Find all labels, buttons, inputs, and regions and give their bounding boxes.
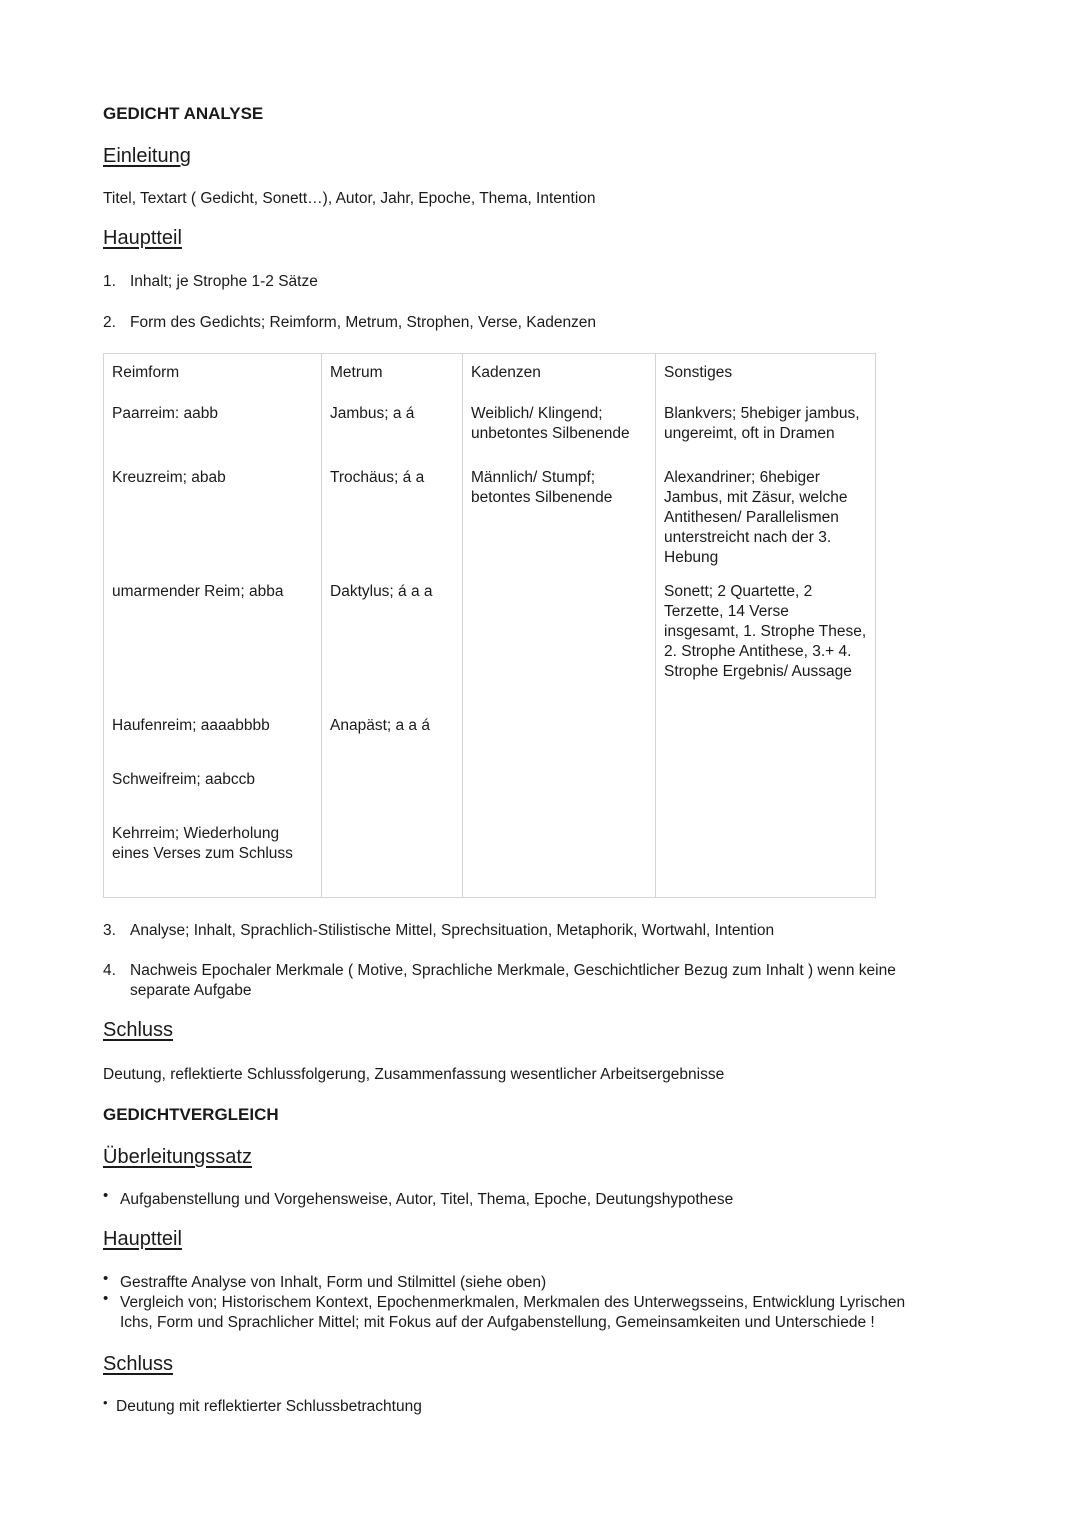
table-cell xyxy=(656,716,876,770)
einleitung-text: Titel, Textart ( Gedicht, Sonett…), Autor, Jahr, Epoche, Thema, Intention xyxy=(103,190,596,207)
bullet-icon: • xyxy=(103,1270,109,1287)
table-cell: Paarreim: aabb xyxy=(104,394,322,468)
table-cell: Alexandriner; 6hebiger Jambus, mit Zäsur, welche Antithesen/ Parallelismen unterstreicht nach der 3. Hebung xyxy=(656,468,876,582)
page-title: GEDICHT ANALYSE xyxy=(103,104,264,123)
table-header-cell: Sonstiges xyxy=(656,354,876,395)
bullet-icon: • xyxy=(103,1187,109,1204)
list-text: Nachweis Epochaler Merkmale ( Motive, Sprachliche Merkmale, Geschichtlicher Bezug zum Inhalt ) wenn keine xyxy=(130,962,896,979)
table-cell xyxy=(463,716,656,770)
list-number: 3. xyxy=(103,922,116,939)
heading-schluss-vergleich: Schluss xyxy=(103,1353,174,1375)
heading-ueberleitungssatz: Überleitungssatz xyxy=(103,1146,252,1168)
table-row xyxy=(104,824,876,898)
list-text: Ichs, Form und Sprachlicher Mittel; mit Fokus auf der Aufgabenstellung, Gemeinsamkeiten und Unterschiede ! xyxy=(120,1314,875,1331)
table-cell: Anapäst; a a á xyxy=(322,716,463,770)
table-row xyxy=(104,770,876,824)
table-header-row xyxy=(104,354,876,395)
list-number: 2. xyxy=(103,314,116,331)
reim-table xyxy=(103,353,876,898)
heading-einleitung: Einleitung xyxy=(103,145,191,167)
list-text: Aufgabenstellung und Vorgehensweise, Autor, Titel, Thema, Epoche, Deutungshypothese xyxy=(120,1191,734,1208)
table-row xyxy=(104,394,876,468)
table-cell: Schweifreim; aabccb xyxy=(104,770,322,824)
list-text: Analyse; Inhalt, Sprachlich-Stilistische Mittel, Sprechsituation, Metaphorik, Wortwahl, Intention xyxy=(130,922,775,939)
table-cell xyxy=(322,824,463,898)
bullet-icon: • xyxy=(103,1395,108,1410)
list-text: Inhalt; je Strophe 1-2 Sätze xyxy=(130,273,318,290)
table-cell: Daktylus; á a a xyxy=(322,582,463,716)
table-cell xyxy=(656,770,876,824)
table-cell xyxy=(463,582,656,716)
table-cell: Blankvers; 5hebiger jambus, ungereimt, oft in Dramen xyxy=(656,394,876,468)
table-cell: Männlich/ Stumpf; betontes Silbenende xyxy=(463,468,656,582)
table-cell: Trochäus; á a xyxy=(322,468,463,582)
list-text: Gestraffte Analyse von Inhalt, Form und Stilmittel (siehe oben) xyxy=(120,1274,547,1291)
list-text: separate Aufgabe xyxy=(130,982,252,999)
table-cell: umarmender Reim; abba xyxy=(104,582,322,716)
table-row xyxy=(104,468,876,582)
table-header-cell: Reimform xyxy=(104,354,322,395)
list-text: Deutung mit reflektierter Schlussbetrachtung xyxy=(116,1398,422,1415)
table-cell: Kehrreim; Wiederholung eines Verses zum Schluss xyxy=(104,824,322,898)
heading-hauptteil-vergleich: Hauptteil xyxy=(103,1228,182,1250)
table-cell xyxy=(463,770,656,824)
table-header-cell: Kadenzen xyxy=(463,354,656,395)
section-title-vergleich: GEDICHTVERGLEICH xyxy=(103,1105,279,1124)
table-cell: Jambus; a á xyxy=(322,394,463,468)
table-cell: Sonett; 2 Quartette, 2 Terzette, 14 Verse insgesamt, 1. Strophe These, 2. Strophe Antithese, 3.+ 4. Strophe Ergebnis/ Aussage xyxy=(656,582,876,716)
list-text: Vergleich von; Historischem Kontext, Epochenmerkmalen, Merkmalen des Unterwegsseins, Entwicklung Lyrischen xyxy=(120,1294,906,1311)
table-cell: Kreuzreim; abab xyxy=(104,468,322,582)
schluss-text: Deutung, reflektierte Schlussfolgerung, Zusammenfassung wesentlicher Arbeitsergebnisse xyxy=(103,1066,725,1083)
table-cell: Haufenreim; aaaabbbb xyxy=(104,716,322,770)
heading-schluss: Schluss xyxy=(103,1019,174,1041)
table-cell: Weiblich/ Klingend; unbetontes Silbenende xyxy=(463,394,656,468)
list-number: 4. xyxy=(103,962,116,979)
list-text: Form des Gedichts; Reimform, Metrum, Strophen, Verse, Kadenzen xyxy=(130,314,597,331)
table-cell xyxy=(463,824,656,898)
table-cell xyxy=(656,824,876,898)
table-cell xyxy=(322,770,463,824)
table-row xyxy=(104,716,876,770)
bullet-icon: • xyxy=(103,1290,109,1307)
table-header-cell: Metrum xyxy=(322,354,463,395)
heading-hauptteil: Hauptteil xyxy=(103,227,182,249)
list-number: 1. xyxy=(103,273,116,290)
table-row xyxy=(104,582,876,716)
